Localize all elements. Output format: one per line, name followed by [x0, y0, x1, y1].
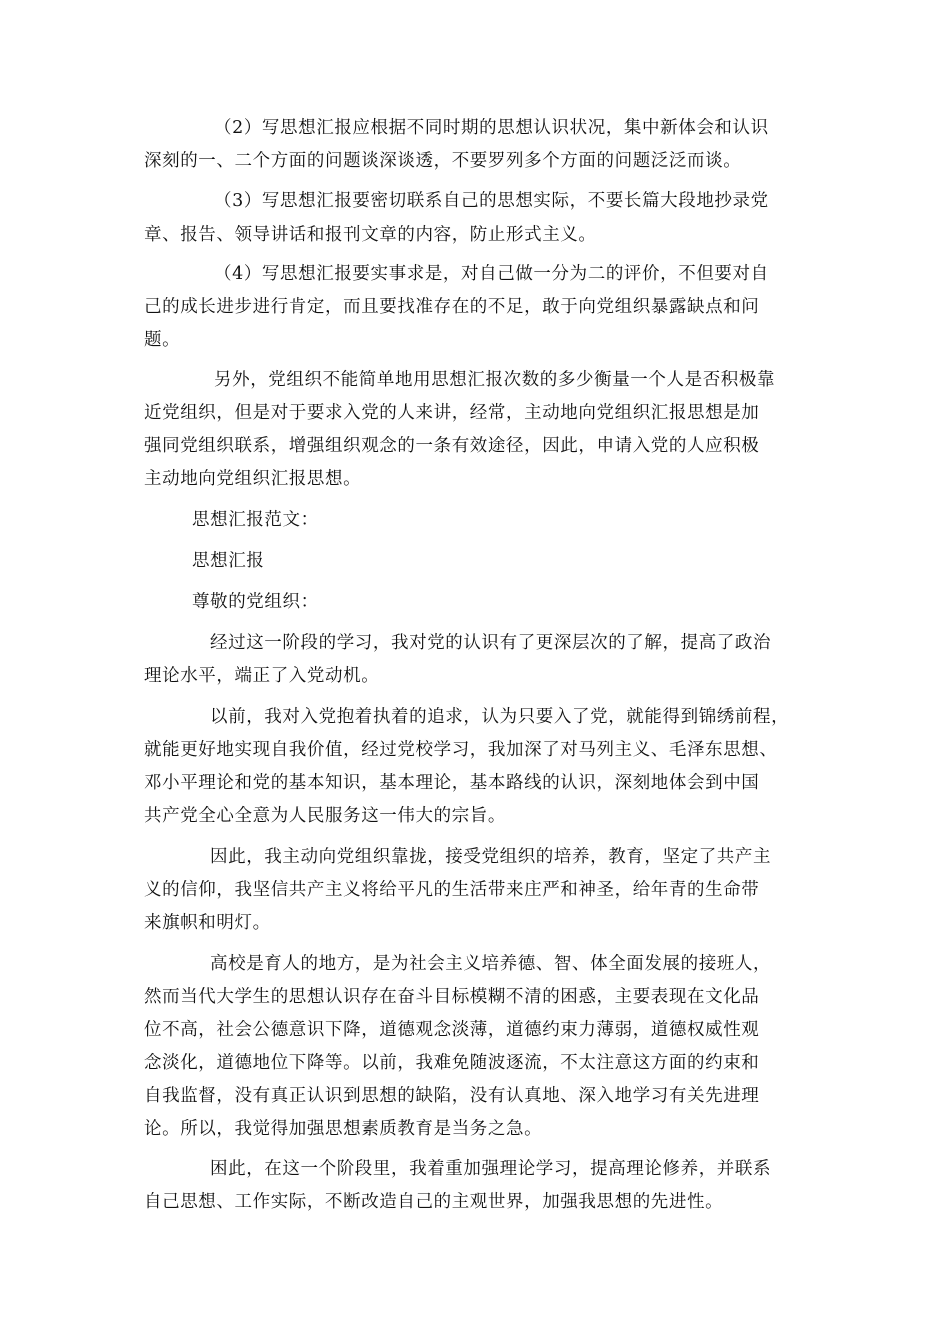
paragraph-12-line-1: 困此，在这一个阶段里，我着重加强理论学习，提高理论修养，并联系	[210, 1159, 772, 1179]
paragraph-4-line-2: 近党组织，但是对于要求入党的人来讲，经常，主动地向党组织汇报思想是加	[144, 403, 760, 423]
paragraph-11-line-4: 念淡化，道德地位下降等。以前，我难免随波逐流，不太注意这方面的约束和	[144, 1053, 760, 1073]
salutation: 尊敬的党组织：	[192, 592, 319, 612]
paragraph-10-line-1: 因此，我主动向党组织靠拢，接受党组织的培养，教育，坚定了共产主	[210, 847, 772, 867]
paragraph-11-line-3: 位不高，社会公德意识下降，道德观念淡薄，道德约束力薄弱，道德权威性观	[144, 1020, 760, 1040]
paragraph-9-line-2: 就能更好地实现自我价值，经过党校学习，我加深了对马列主义、毛泽东思想、	[144, 740, 778, 760]
sample-heading: 思想汇报范文：	[192, 510, 319, 530]
paragraph-11-line-6: 论。所以，我觉得加强思想素质教育是当务之急。	[144, 1119, 543, 1139]
paragraph-11-line-2: 然而当代大学生的思想认识存在奋斗目标模糊不清的困惑，主要表现在文化品	[144, 987, 760, 1007]
paragraph-8-line-1: 经过这一阶段的学习，我对党的认识有了更深层次的了解，提高了政治	[210, 633, 772, 653]
paragraph-2-line-2: 章、报告、领导讲话和报刊文章的内容，防止形式主义。	[144, 225, 597, 245]
paragraph-3-line-2: 己的成长进步进行肯定，而且要找准存在的不足，敢于向党组织暴露缺点和问	[144, 297, 760, 317]
paragraph-12-line-2: 自己思想、工作实际，不断改造自己的主观世界，加强我思想的先进性。	[144, 1192, 724, 1212]
paragraph-11-line-1: 高校是育人的地方，是为社会主义培养德、智、体全面发展的接班人，	[210, 954, 772, 974]
paragraph-9-line-3: 邓小平理论和党的基本知识，基本理论，基本路线的认识，深刻地体会到中国	[144, 773, 760, 793]
paragraph-1-line-2: 深刻的一、二个方面的问题谈深谈透，不要罗列多个方面的问题泛泛而谈。	[144, 151, 742, 171]
paragraph-4-line-3: 强同党组织联系，增强组织观念的一条有效途径，因此，申请入党的人应积极	[144, 436, 760, 456]
paragraph-8-line-2: 理论水平，端正了入党动机。	[144, 666, 380, 686]
paragraph-3-line-1: （4）写思想汇报要实事求是，对自己做一分为二的评价，不但要对自	[214, 264, 769, 284]
paragraph-2-line-1: （3）写思想汇报要密切联系自己的思想实际，不要长篇大段地抄录党	[214, 191, 769, 211]
paragraph-10-line-3: 来旗帜和明灯。	[144, 913, 271, 933]
paragraph-4-line-1: 另外，党组织不能简单地用思想汇报次数的多少衡量一个人是否积极靠	[214, 370, 776, 390]
report-title: 思想汇报	[192, 551, 265, 571]
paragraph-9-line-1: 以前，我对入党抱着执着的追求，认为只要入了党，就能得到锦绣前程，	[210, 707, 790, 727]
paragraph-3-line-3: 题。	[144, 330, 181, 350]
paragraph-4-line-4: 主动地向党组织汇报思想。	[144, 469, 362, 489]
paragraph-10-line-2: 义的信仰，我坚信共产主义将给平凡的生活带来庄严和神圣，给年青的生命带	[144, 880, 760, 900]
paragraph-9-line-4: 共产党全心全意为人民服务这一伟大的宗旨。	[144, 806, 506, 826]
paragraph-1-line-1: （2）写思想汇报应根据不同时期的思想认识状况，集中新体会和认识	[214, 118, 769, 138]
paragraph-11-line-5: 自我监督，没有真正认识到思想的缺陷，没有认真地、深入地学习有关先进理	[144, 1086, 760, 1106]
